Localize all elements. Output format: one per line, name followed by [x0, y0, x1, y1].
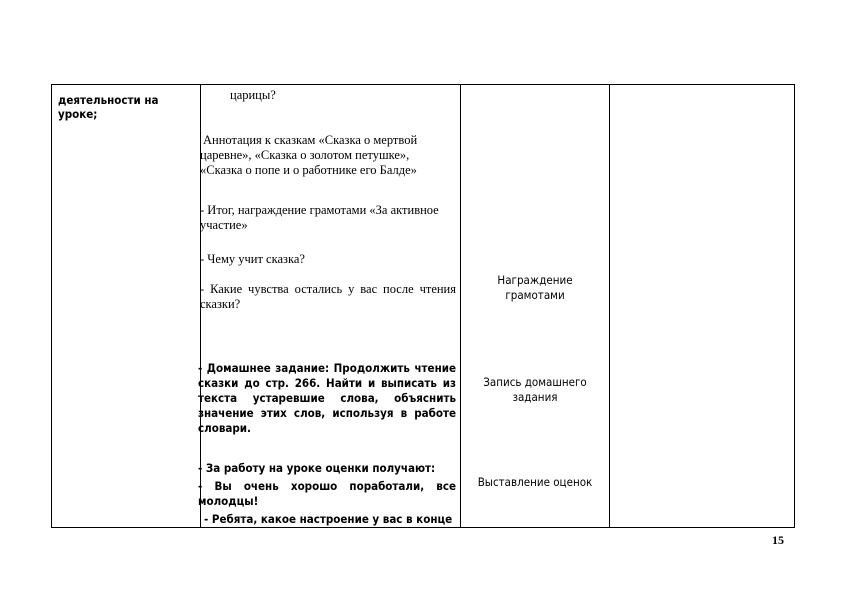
- teacher-text-7: - За работу на уроке оценки получают:: [198, 461, 436, 475]
- teacher-text-5: - Какие чувства остались у вас после чтения сказки?: [200, 282, 456, 311]
- page-number: 15: [772, 533, 784, 547]
- column-divider: [609, 85, 610, 527]
- lesson-table: [51, 84, 795, 528]
- activity-grading: Выставление оценок: [477, 475, 593, 489]
- teacher-text-8: - Вы очень хорошо поработали, все молодцы!: [198, 479, 456, 508]
- teacher-text-4: - Чему учит сказка?: [200, 252, 305, 266]
- activity-awarding: Награждение грамотами: [497, 273, 573, 302]
- teacher-text-9: - Ребята, какое настроение у вас в конце: [204, 512, 453, 526]
- teacher-text-3: - Итог, награждение грамотами «За активное участие»: [200, 203, 439, 232]
- column-divider: [460, 85, 461, 527]
- stage-cell-text: деятельности на уроке;: [58, 93, 159, 121]
- teacher-text-6: - Домашнее задание: Продолжить чтение сказки до стр. 266. Найти и выписать из текста устаревшие слова, объяснить значение этих слов, используя в работе словари.: [198, 361, 456, 435]
- teacher-text-1: царицы?: [230, 88, 276, 102]
- activity-homework: Запись домашнего задания: [483, 375, 587, 404]
- teacher-text-2: Аннотация к сказкам «Сказка о мертвой царевне», «Сказка о золотом петушке», «Сказка о попе и о работнике его Балде»: [200, 133, 418, 177]
